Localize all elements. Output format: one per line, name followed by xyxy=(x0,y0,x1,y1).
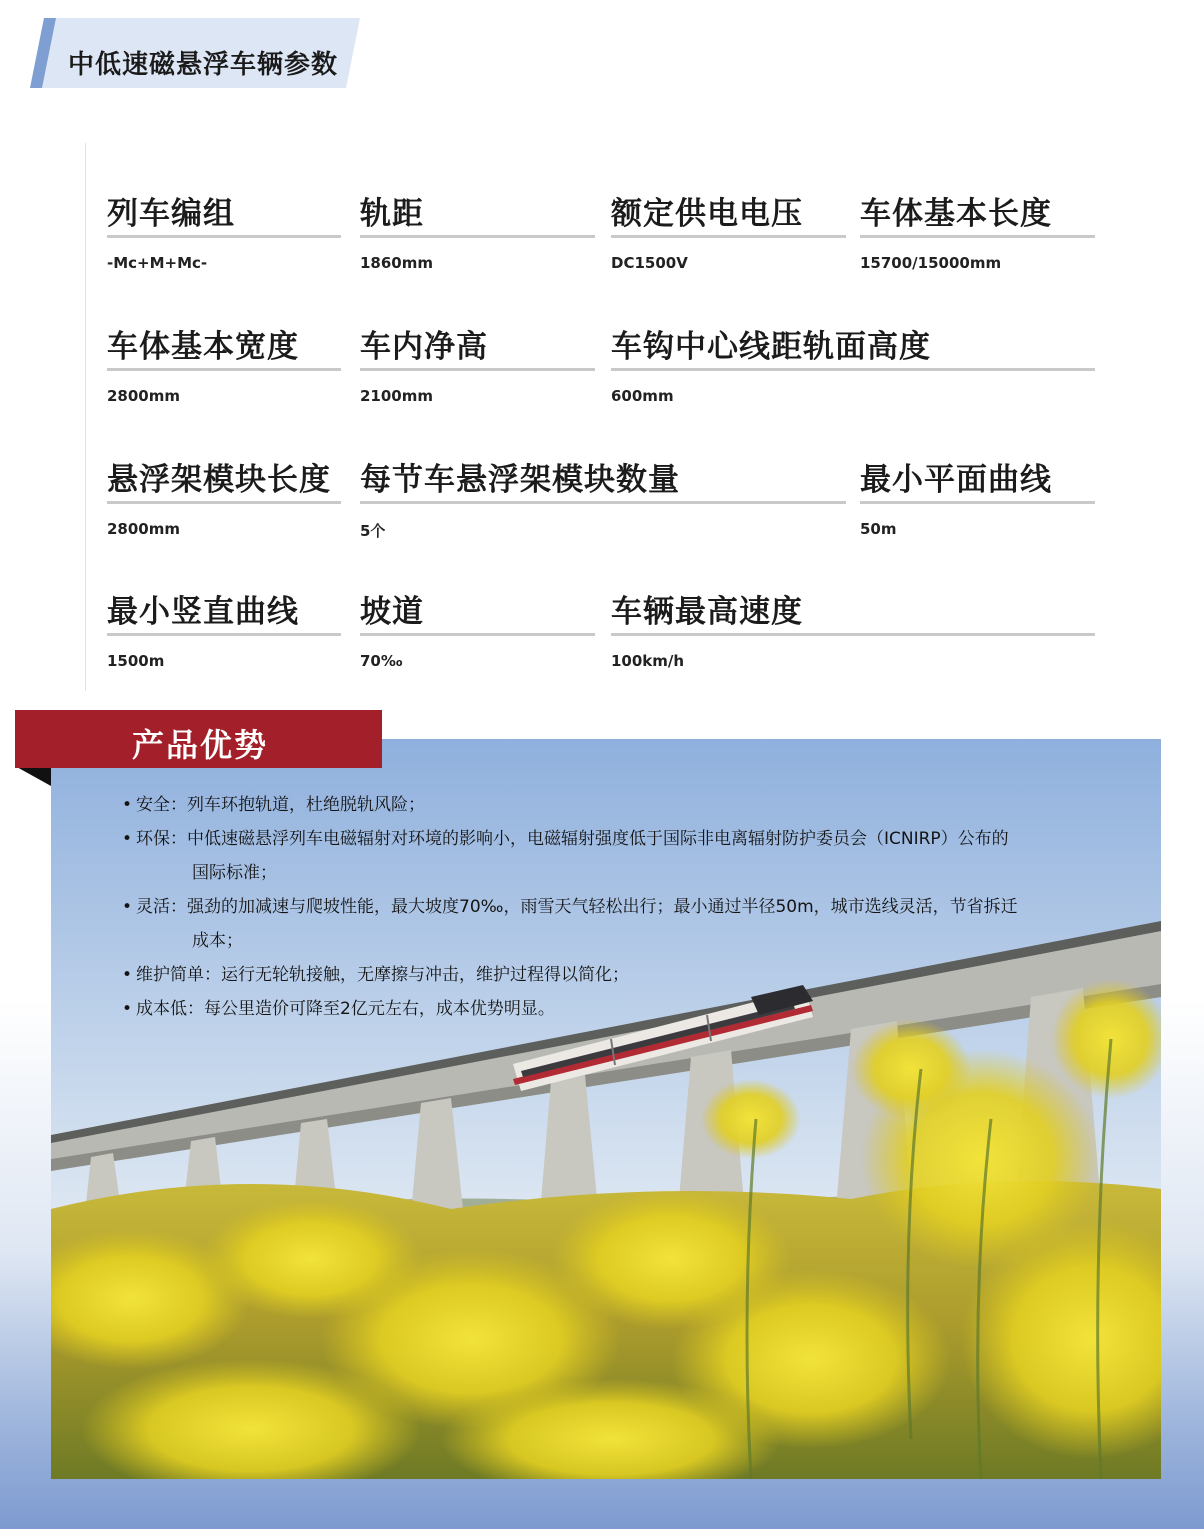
spec-label: 悬浮架模块长度 xyxy=(107,462,331,498)
spec-value: 2100mm xyxy=(360,387,434,405)
spec-value: -Mc+M+Mc- xyxy=(107,254,208,272)
spec-label: 最小竖直曲线 xyxy=(107,594,299,630)
spec-rule xyxy=(107,633,341,636)
spec-label: 每节车悬浮架模块数量 xyxy=(360,462,680,498)
spec-track-gauge xyxy=(360,162,595,282)
spec-label: 车体基本长度 xyxy=(860,196,1052,232)
advantages-title: 产品优势 xyxy=(132,726,269,764)
spec-value: 70‰ xyxy=(360,652,403,670)
spec-rule xyxy=(860,501,1095,504)
spec-label: 坡道 xyxy=(360,594,424,630)
spec-module-count xyxy=(360,428,846,548)
list-item xyxy=(120,992,1120,1026)
spec-value: 2800mm xyxy=(107,387,181,405)
spec-value: 2800mm xyxy=(107,520,181,538)
spec-max-speed xyxy=(611,560,1095,680)
list-item xyxy=(120,822,1120,890)
spec-value: 15700/15000mm xyxy=(860,254,1002,272)
advantage-text-continued: 国际标准； xyxy=(192,863,277,883)
spec-label: 车辆最高速度 xyxy=(611,594,803,630)
spec-interior-height xyxy=(360,295,595,415)
spec-value: DC1500V xyxy=(611,254,688,272)
spec-coupler-height xyxy=(611,295,1095,415)
spec-rule xyxy=(107,501,341,504)
spec-rule xyxy=(860,235,1095,238)
spec-rule xyxy=(611,368,1095,371)
spec-value: 50m xyxy=(860,520,897,538)
advantage-text: 环保：中低速磁悬浮列车电磁辐射对环境的影响小，电磁辐射强度低于国际非电离辐射防护委员会（ICNIRP）公布的 xyxy=(136,829,1009,849)
list-item xyxy=(120,958,1120,992)
spec-value: 100km/h xyxy=(611,652,685,670)
spec-rule xyxy=(360,501,846,504)
spec-value: 1860mm xyxy=(360,254,434,272)
spec-rule xyxy=(360,368,595,371)
spec-value: 5个 xyxy=(360,522,386,540)
spec-label: 车钩中心线距轨面高度 xyxy=(611,329,931,365)
page-title: 中低速磁悬浮车辆参数 xyxy=(68,50,339,80)
advantage-text: 维护简单：运行无轮轨接触，无摩擦与冲击，维护过程得以简化； xyxy=(136,965,629,985)
spec-value: 1500m xyxy=(107,652,165,670)
spec-rule xyxy=(360,235,595,238)
spec-label: 车体基本宽度 xyxy=(107,329,299,365)
list-item xyxy=(120,890,1120,958)
spec-rule xyxy=(611,235,846,238)
spec-label: 额定供电电压 xyxy=(611,196,803,232)
list-item xyxy=(120,788,1120,822)
advantage-text: 灵活：强劲的加减速与爬坡性能，最大坡度70‰，雨雪天气轻松出行；最小通过半径50m，城市选线灵活，节省拆迁 xyxy=(136,897,1018,917)
spec-value: 600mm xyxy=(611,387,674,405)
spec-rated-voltage xyxy=(611,162,846,282)
spec-label: 车内净高 xyxy=(360,329,488,365)
advantage-text: 成本低：每公里造价可降至2亿元左右，成本优势明显。 xyxy=(136,999,555,1019)
spec-train-formation xyxy=(107,162,341,282)
advantages-tab-fold xyxy=(15,766,51,786)
spec-rule xyxy=(360,633,595,636)
advantages-list xyxy=(120,788,1120,1026)
advantage-text-continued: 成本； xyxy=(192,931,243,951)
spec-gradient xyxy=(360,560,595,680)
advantage-text: 安全：列车环抱轨道，杜绝脱轨风险； xyxy=(136,795,425,815)
spec-min-vertical-curve xyxy=(107,560,341,680)
spec-rule xyxy=(611,633,1095,636)
spec-label: 最小平面曲线 xyxy=(860,462,1052,498)
spec-body-length xyxy=(860,162,1095,282)
spec-label: 列车编组 xyxy=(107,196,235,232)
spec-body-width xyxy=(107,295,341,415)
spec-rule xyxy=(107,235,341,238)
spec-divider xyxy=(85,143,86,691)
spec-levitation-module-length xyxy=(107,428,341,548)
spec-label: 轨距 xyxy=(360,196,424,232)
spec-rule xyxy=(107,368,341,371)
spec-min-horizontal-curve xyxy=(860,428,1095,548)
